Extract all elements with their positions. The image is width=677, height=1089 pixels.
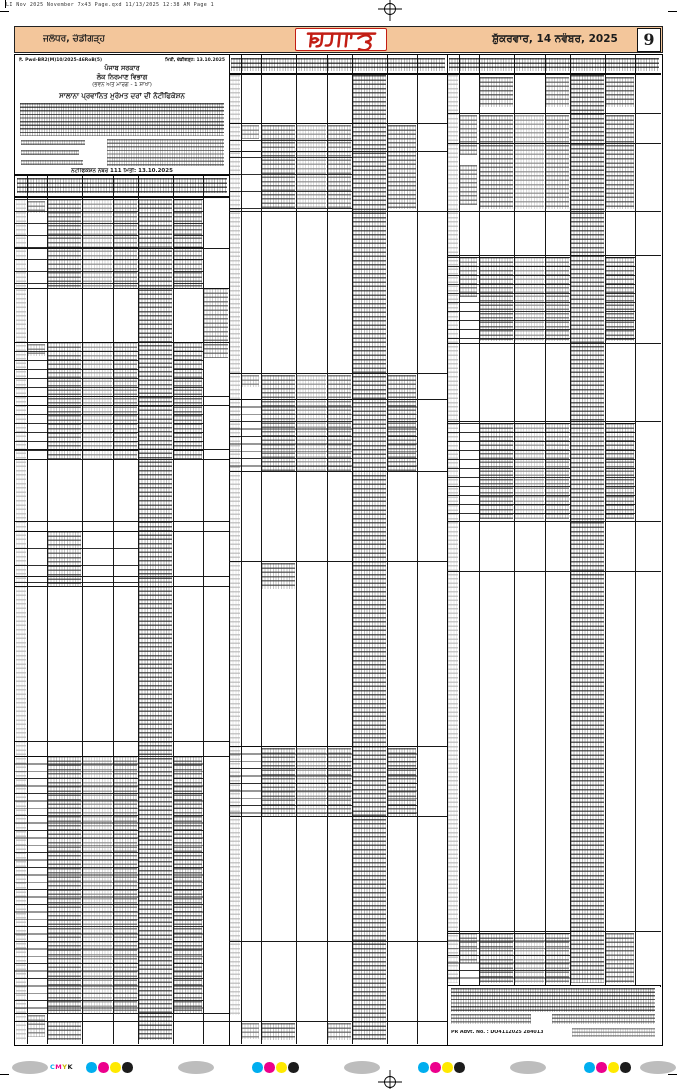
table-grid-line — [229, 816, 447, 817]
table-cell-text — [353, 75, 386, 1040]
table-header-row — [449, 58, 659, 71]
cyan-dot-icon — [418, 1062, 429, 1073]
table-grid-line — [15, 174, 229, 176]
table-grid-line — [447, 421, 661, 422]
department-heading: ਲੋਕ ਨਿਰਮਾਣ ਵਿਭਾਗ — [96, 73, 148, 81]
table-cell-text — [230, 75, 240, 1015]
table-row-lines — [174, 342, 203, 459]
notice-value-block — [107, 139, 224, 166]
table-cell-text — [571, 75, 604, 983]
table-grid-line — [229, 471, 447, 472]
government-heading: ਪੰਜਾਬ ਸਰਕਾਰ — [104, 64, 140, 72]
yellow-dot-icon — [608, 1062, 619, 1073]
table-grid-line — [447, 931, 661, 932]
table-cell-text — [388, 125, 416, 209]
black-dot-icon — [288, 1062, 299, 1073]
cmyk-letter-m: M — [55, 1063, 63, 1071]
table-grid-line — [15, 741, 229, 742]
yellow-dot-icon — [442, 1062, 453, 1073]
table-grid-line — [15, 196, 229, 198]
table-cell-text — [328, 1023, 351, 1040]
table-cell-text — [606, 933, 634, 983]
signature-left — [451, 1014, 531, 1024]
table-cell-text — [460, 115, 477, 155]
advertisement-number: PR Advt. No. : DO4112025 284013 — [451, 1030, 544, 1035]
press-gray-patch-icon — [640, 1061, 676, 1074]
table-cell-text — [448, 75, 458, 983]
table-cell-text — [606, 77, 634, 107]
press-gray-patch-icon — [344, 1061, 380, 1074]
table-grid-line — [229, 941, 447, 942]
footer-conditions-text — [451, 988, 655, 1012]
table-grid-line — [447, 521, 661, 522]
table-cell-text — [48, 1021, 81, 1040]
table-row-lines — [15, 756, 138, 1013]
yellow-dot-icon — [276, 1062, 287, 1073]
crop-mark — [0, 1074, 9, 1075]
table-cell-text — [139, 199, 172, 1040]
cmyk-label — [50, 1063, 73, 1071]
cyan-dot-icon — [86, 1062, 97, 1073]
table-row-lines — [447, 423, 570, 519]
cmyk-letter-k: K — [67, 1063, 74, 1071]
table-row-lines — [388, 746, 417, 816]
table-grid-line — [447, 571, 661, 572]
cmyk-letter-c: C — [50, 1063, 56, 1071]
registration-mark-icon — [378, 0, 402, 21]
table-grid-line — [229, 373, 447, 374]
notice-left-section — [15, 55, 229, 1044]
black-dot-icon — [454, 1062, 465, 1073]
branch-heading: (ਭਵਨ ਅਤੇ ਮਾਰਗ - 1 ਸ਼ਾਖਾ) — [92, 82, 152, 88]
table-row-lines — [15, 199, 138, 288]
table-cell-text — [28, 1015, 45, 1037]
magenta-dot-icon — [430, 1062, 441, 1073]
table-cell-text — [606, 115, 634, 209]
table-grid-line — [15, 288, 229, 289]
notice-ref-no: ਨੰ. Pwd-BR2(M)10/2025-46RoB(5) — [19, 58, 103, 63]
notice-label-line — [21, 160, 83, 165]
table-grid-line — [229, 73, 447, 75]
cmyk-letter-y: Y — [62, 1063, 68, 1071]
edition-label: ਜਲੰਧਰ, ਚੰਡੀਗੜ੍ਹ — [43, 34, 106, 44]
table-row-lines — [447, 933, 570, 983]
magenta-dot-icon — [264, 1062, 275, 1073]
masthead — [295, 28, 387, 51]
crop-mark — [5, 0, 6, 8]
table-row-lines — [447, 257, 570, 341]
table-cell-text — [242, 1023, 259, 1039]
table-grid-line — [15, 586, 229, 587]
table-grid-line — [447, 255, 661, 256]
table-cell-text — [546, 77, 569, 107]
notice-right-section — [447, 55, 661, 1044]
table-grid-line — [229, 211, 447, 212]
table-note-cell — [204, 288, 228, 358]
table-grid-line — [15, 521, 229, 522]
table-header-row — [17, 178, 227, 193]
black-dot-icon — [620, 1062, 631, 1073]
table-grid-line — [229, 1021, 447, 1022]
table-cell-text — [480, 115, 513, 209]
table-cell-text — [480, 77, 513, 107]
notice-title: ਸਾਲਾਨਾ ਪ੍ਰਵਾਨਿਤ ਮੁਰੰਮਤ ਦਰਾਂ ਦੀ ਨੋਟੀਫਿਕੇਸ਼ਨ — [59, 92, 185, 100]
cyan-dot-icon — [584, 1062, 595, 1073]
table-grid-line — [229, 561, 447, 562]
table-grid-line — [447, 113, 661, 114]
prepress-slug-line: LI Nov 2025 November 7x43 Page.qxd 11/13/2025 12:38 AM Page 1 — [6, 2, 215, 8]
signature-right — [552, 1014, 655, 1024]
table-row-lines — [15, 531, 138, 586]
table-cell-text — [262, 1023, 295, 1040]
notice-label-line — [21, 140, 85, 145]
masthead-wordmark-icon — [301, 30, 381, 50]
notice-footer-notes — [448, 986, 660, 1042]
notice-date-line: ਮਿਤੀ, ਚੰਡੀਗੜ੍ਹ: 13.10.2025 — [165, 58, 225, 63]
table-grid-line — [15, 1013, 229, 1014]
table-row-lines — [229, 746, 352, 816]
table-row-lines — [174, 199, 203, 288]
yellow-dot-icon — [110, 1062, 121, 1073]
signature-designation — [572, 1028, 655, 1037]
table-grid-line — [15, 459, 229, 460]
magenta-dot-icon — [98, 1062, 109, 1073]
table-grid-line — [447, 343, 661, 344]
page-number: 9 — [637, 28, 661, 52]
table-row-lines — [15, 342, 138, 459]
crop-mark — [668, 1074, 677, 1075]
table-row-lines — [229, 123, 352, 211]
press-gray-patch-icon — [510, 1061, 546, 1074]
table-row-lines — [388, 399, 417, 471]
crop-mark — [668, 11, 677, 12]
table-grid-line — [447, 211, 661, 212]
table-cell-text — [546, 115, 569, 209]
notice-table-frame — [14, 54, 663, 1046]
press-gray-patch-icon — [178, 1061, 214, 1074]
date-label: ਸ਼ੁੱਕਰਵਾਰ, 14 ਨਵੰਬਰ, 2025 — [492, 33, 618, 45]
press-gray-patch-icon — [12, 1061, 48, 1074]
table-row-lines — [174, 756, 203, 1013]
table-header-row — [231, 58, 445, 71]
table-row-lines — [606, 257, 635, 341]
cyan-dot-icon — [252, 1062, 263, 1073]
notice-middle-section — [229, 55, 447, 1044]
notice-label-line — [21, 150, 79, 155]
crop-mark — [0, 11, 9, 12]
black-dot-icon — [122, 1062, 133, 1073]
table-row-lines — [229, 399, 352, 471]
notification-number-line: ਨੋਟੀਫਿਕੇਸ਼ਨ ਨੰਬਰ 111 ਮਿਤੀ: 13.10.2025 — [71, 168, 173, 174]
table-grid-line — [417, 55, 418, 1044]
notice-body-paragraph — [20, 103, 224, 136]
registration-mark-icon — [378, 1070, 402, 1089]
table-row-lines — [606, 423, 635, 519]
table-cell-text — [515, 115, 544, 209]
table-cell-text — [242, 375, 259, 387]
table-grid-line — [447, 73, 661, 75]
table-grid-line — [635, 55, 636, 985]
magenta-dot-icon — [596, 1062, 607, 1073]
table-cell-text — [262, 563, 295, 589]
table-cell-text — [460, 165, 477, 205]
